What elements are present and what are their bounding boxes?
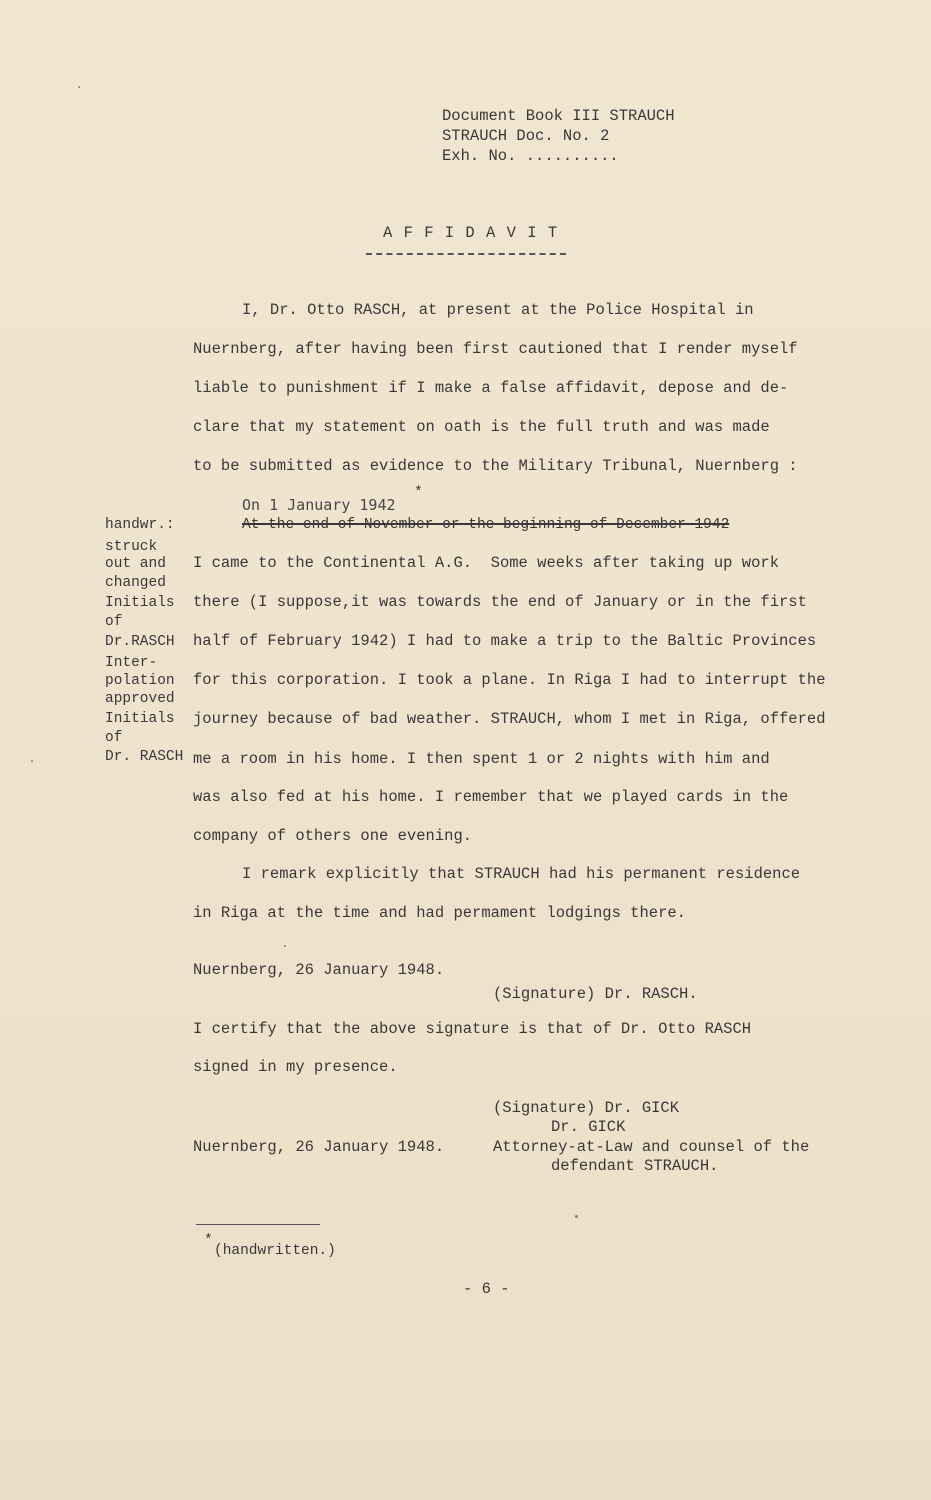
body-line: Nuernberg, after having been first cautioned that I render myself: [193, 340, 798, 358]
paper-speck: [78, 86, 80, 88]
page-number: - 6 -: [463, 1280, 510, 1298]
document-title: A F F I D A V I T: [383, 224, 559, 242]
margin-note: polation: [105, 673, 175, 689]
struck-out-text: At the end of November or the beginning of December 1942: [242, 517, 730, 533]
place-date-rasch: Nuernberg, 26 January 1948.: [193, 961, 445, 979]
paper-speck: [284, 945, 286, 947]
attorney-title: defendant STRAUCH.: [551, 1157, 719, 1175]
body-line: for this corporation. I took a plane. In Riga I had to interrupt the: [193, 671, 826, 689]
body-line: in Riga at the time and had permament lodgings there.: [193, 904, 686, 922]
body-line: me a room in his home. I then spent 1 or 2 nights with him and: [193, 750, 770, 768]
margin-note: of: [105, 730, 123, 746]
paper-speck: [31, 760, 33, 762]
title-underline: [366, 253, 566, 255]
footnote-rule: [196, 1224, 320, 1225]
footnote-text: (handwritten.): [214, 1243, 336, 1259]
body-line: was also fed at his home. I remember that we played cards in the: [193, 788, 789, 806]
place-date-gick: Nuernberg, 26 January 1948.: [193, 1138, 445, 1156]
certification-line: signed in my presence.: [193, 1058, 398, 1076]
margin-note: Initials: [105, 595, 175, 611]
footnote-asterisk: *: [204, 1233, 213, 1249]
signature-gick: (Signature) Dr. GICK: [493, 1099, 680, 1117]
header-exhibit-number: Exh. No. ..........: [442, 147, 619, 165]
body-line: I, Dr. Otto RASCH, at present at the Police Hospital in: [242, 301, 754, 319]
body-line: half of February 1942) I had to make a trip to the Baltic Provinces: [193, 632, 817, 650]
margin-note: Initials: [105, 711, 175, 727]
margin-note: Dr. RASCH: [105, 749, 184, 765]
margin-note: approved: [105, 691, 175, 707]
header-document-book: Document Book III STRAUCH: [442, 107, 675, 125]
body-line: there (I suppose,it was towards the end of January or in the first: [193, 593, 807, 611]
body-line: clare that my statement on oath is the full truth and was made: [193, 418, 770, 436]
margin-note: handwr.:: [105, 517, 175, 533]
attorney-title: Attorney-at-Law and counsel of the: [493, 1138, 810, 1156]
margin-note: changed: [105, 575, 166, 591]
name-gick: Dr. GICK: [551, 1118, 626, 1136]
margin-note: of: [105, 614, 123, 630]
margin-note: out and: [105, 556, 166, 572]
body-line: to be submitted as evidence to the Military Tribunal, Nuernberg :: [193, 457, 798, 475]
body-line: journey because of bad weather. STRAUCH, whom I met in Riga, offered: [193, 710, 826, 728]
body-line: I came to the Continental A.G. Some weeks after taking up work: [193, 554, 779, 572]
body-line: company of others one evening.: [193, 827, 473, 845]
margin-note: struck: [105, 539, 158, 555]
margin-note: Dr.RASCH: [105, 634, 175, 650]
margin-note: Inter-: [105, 655, 158, 671]
signature-rasch: (Signature) Dr. RASCH.: [493, 985, 698, 1003]
insert-asterisk: *: [414, 485, 423, 501]
paper-speck: [575, 1215, 578, 1218]
header-doc-number: STRAUCH Doc. No. 2: [442, 127, 610, 145]
certification-line: I certify that the above signature is that of Dr. Otto RASCH: [193, 1020, 752, 1038]
handwritten-date-insert: On 1 January 1942: [242, 496, 396, 514]
body-line: liable to punishment if I make a false affidavit, depose and de-: [193, 379, 789, 397]
body-line: I remark explicitly that STRAUCH had his permanent residence: [242, 865, 801, 883]
